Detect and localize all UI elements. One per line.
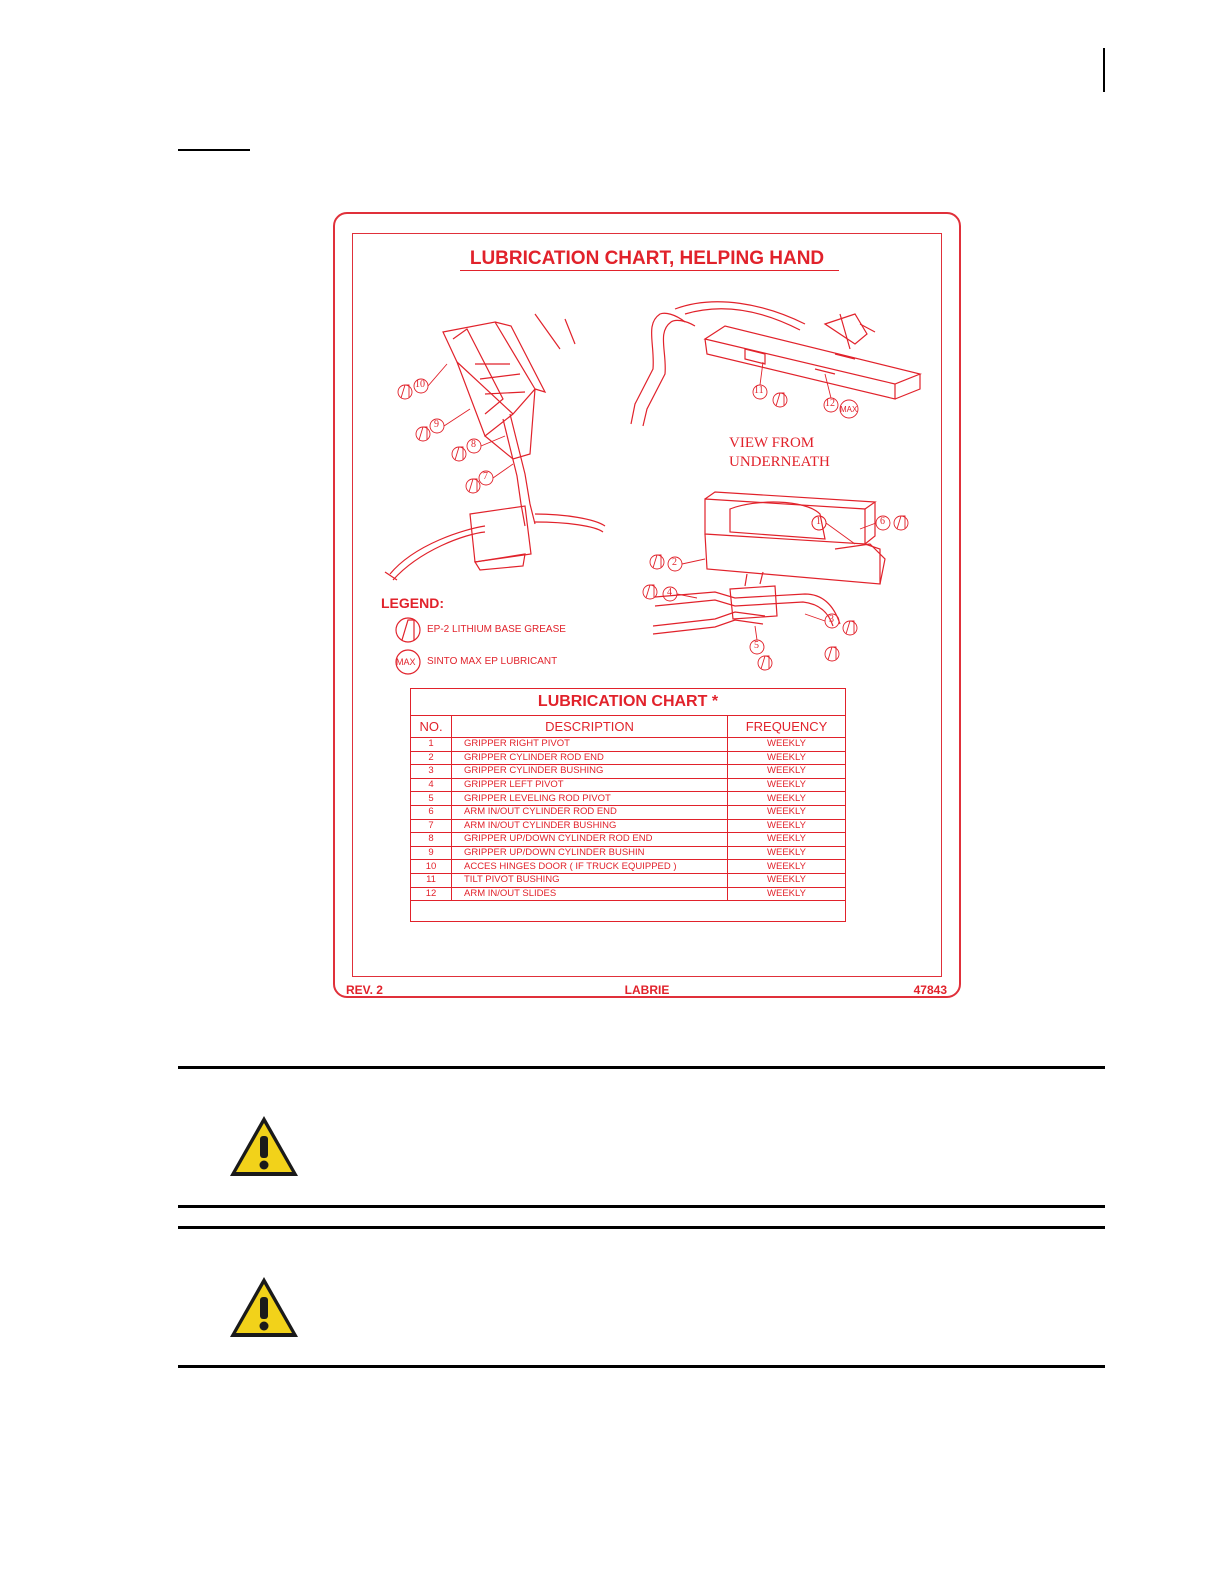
- callout-3: 3: [829, 614, 834, 625]
- max-symbol-label: MAX: [840, 405, 858, 414]
- cell-frequency: WEEKLY: [728, 751, 846, 765]
- table-row: [411, 738, 846, 752]
- legend-max-text: SINTO MAX EP LUBRICANT: [427, 656, 558, 667]
- table-row: [411, 873, 846, 887]
- cell-description: GRIPPER UP/DOWN CYLINDER ROD END: [452, 833, 728, 847]
- cell-description: ACCES HINGES DOOR ( IF TRUCK EQUIPPED ): [452, 860, 728, 874]
- table-row: [411, 792, 846, 806]
- cell-frequency: WEEKLY: [728, 846, 846, 860]
- cell-description: GRIPPER RIGHT PIVOT: [452, 738, 728, 752]
- cell-no: 5: [411, 792, 452, 806]
- warning-1-bottom-rule: [178, 1205, 1105, 1208]
- underneath-view-drawing: [631, 302, 920, 426]
- callout-10: 10: [415, 379, 425, 390]
- cell-no: 10: [411, 860, 452, 874]
- callout-12: 12: [825, 398, 835, 409]
- table-blank-row: [411, 901, 846, 922]
- cell-frequency: WEEKLY: [728, 873, 846, 887]
- table-caption: LUBRICATION CHART *: [411, 689, 846, 716]
- warning-triangle-icon: [228, 1114, 300, 1178]
- cell-no: 1: [411, 738, 452, 752]
- view-from-underneath-label: [729, 434, 830, 472]
- arm-assembly-drawing: [385, 314, 605, 580]
- table-row: [411, 805, 846, 819]
- cell-no: 6: [411, 805, 452, 819]
- view-label-line2: UNDERNEATH: [729, 454, 830, 470]
- cell-frequency: WEEKLY: [728, 887, 846, 901]
- cell-frequency: WEEKLY: [728, 792, 846, 806]
- callout-8: 8: [471, 439, 476, 450]
- cell-description: GRIPPER CYLINDER ROD END: [452, 751, 728, 765]
- cell-no: 9: [411, 846, 452, 860]
- footer-revision: REV. 2: [346, 983, 383, 997]
- cell-frequency: WEEKLY: [728, 738, 846, 752]
- callout-6: 6: [880, 516, 885, 527]
- table-row: [411, 860, 846, 874]
- cell-frequency: WEEKLY: [728, 819, 846, 833]
- callout-1: 1: [816, 516, 821, 527]
- callout-2: 2: [672, 557, 677, 568]
- header-frequency: FREQUENCY: [728, 716, 846, 738]
- table-row: [411, 751, 846, 765]
- legend-title: LEGEND:: [381, 595, 444, 611]
- cell-no: 7: [411, 819, 452, 833]
- callout-11: 11: [754, 385, 764, 396]
- warning-2-top-rule: [178, 1226, 1105, 1229]
- legend-grease-text: EP-2 LITHIUM BASE GREASE: [427, 624, 566, 635]
- table-row: [411, 819, 846, 833]
- footer-brand: LABRIE: [624, 983, 670, 997]
- cell-frequency: WEEKLY: [728, 765, 846, 779]
- cell-no: 12: [411, 887, 452, 901]
- header-no: NO.: [411, 716, 452, 738]
- cell-description: ARM IN/OUT CYLINDER ROD END: [452, 805, 728, 819]
- warning-2-bottom-rule: [178, 1365, 1105, 1368]
- table-row: [411, 887, 846, 901]
- cell-no: 11: [411, 873, 452, 887]
- footer-part-number: 47843: [913, 983, 947, 997]
- machine-drawings: [335, 214, 963, 684]
- header-description: DESCRIPTION: [452, 716, 728, 738]
- cell-description: ARM IN/OUT CYLINDER BUSHING: [452, 819, 728, 833]
- decal-title: LUBRICATION CHART, HELPING HAND: [469, 248, 825, 269]
- cell-description: ARM IN/OUT SLIDES: [452, 887, 728, 901]
- table-row: [411, 846, 846, 860]
- cell-no: 4: [411, 778, 452, 792]
- lubrication-decal: [333, 212, 961, 998]
- cell-frequency: WEEKLY: [728, 833, 846, 847]
- callout-5: 5: [754, 640, 759, 651]
- cell-description: GRIPPER LEFT PIVOT: [452, 778, 728, 792]
- cell-frequency: WEEKLY: [728, 778, 846, 792]
- legend-max-symbol: MAX: [396, 657, 416, 667]
- cell-no: 8: [411, 833, 452, 847]
- view-label-line1: VIEW FROM: [729, 435, 815, 451]
- table-row: [411, 833, 846, 847]
- cell-no: 2: [411, 751, 452, 765]
- callout-7: 7: [483, 471, 488, 482]
- header-short-rule: [178, 149, 250, 151]
- cell-description: TILT PIVOT BUSHING: [452, 873, 728, 887]
- cell-description: GRIPPER LEVELING ROD PIVOT: [452, 792, 728, 806]
- lubrication-table: [410, 688, 846, 922]
- cell-no: 3: [411, 765, 452, 779]
- cell-description: GRIPPER UP/DOWN CYLINDER BUSHIN: [452, 846, 728, 860]
- header-vertical-rule: [1103, 48, 1105, 92]
- callout-9: 9: [434, 419, 439, 430]
- cell-frequency: WEEKLY: [728, 860, 846, 874]
- warning-1-top-rule: [178, 1066, 1105, 1069]
- grease-icon: [402, 620, 414, 640]
- cell-description: GRIPPER CYLINDER BUSHING: [452, 765, 728, 779]
- table-row: [411, 778, 846, 792]
- warning-triangle-icon: [228, 1275, 300, 1339]
- callout-4: 4: [667, 587, 672, 598]
- cell-frequency: WEEKLY: [728, 805, 846, 819]
- table-row: [411, 765, 846, 779]
